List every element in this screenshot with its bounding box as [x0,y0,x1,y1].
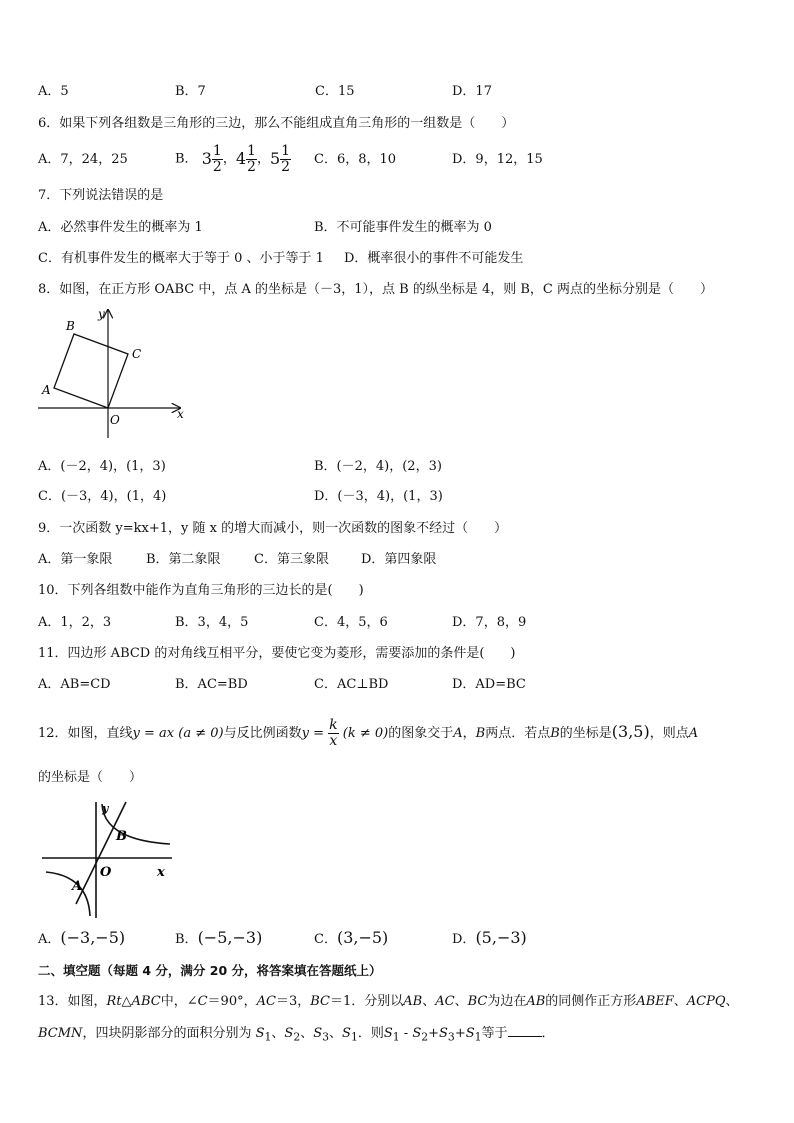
q11-option-d: D．AD=BC [452,677,526,692]
q12-option-b: B．(−5,−3) [175,928,263,947]
q12-hyperbola-branch-1 [102,804,170,844]
q6-b-whole-2: 4 [235,149,247,168]
q12-point-b-2: B [550,726,560,741]
q12-label-b: B [116,829,127,844]
q13-stem-line1: 13．如图，Rt△ABC中，∠C＝90°，AC＝3，BC＝1．分别以AB、AC、BC为边在AB的同侧作正方形ABEF、ACPQ、 [38,994,739,1009]
q12-eq-hyperbola-frac: $\frac{k}{x}$ [329,717,338,749]
q8-label-c: C [132,347,142,361]
q12-label-a: A [72,879,83,894]
q10-stem: 10．下列各组数中能作为直角三角形的三边长的是( ) [38,583,364,598]
q12-figure [38,796,178,920]
q11-option-c: C．AC⊥BD [314,677,389,692]
q8-stem: 8．如图，在正方形 OABC 中，点 A 的坐标是（－3，1），点 B 的纵坐标是 4，则 B，C 两点的坐标分别是（ ） [38,282,714,297]
q10-option-d: D．7，8，9 [452,615,527,630]
q12-cond-1: (a ≠ 0) [178,726,224,741]
q5-option-c: C．15 [315,84,355,99]
q6-b-fraction-2: $\frac{1}{2}$ [247,142,256,175]
q8-option-d: D．(－3，4)，(1，3) [314,489,443,504]
q6-b-whole-1: 3 [201,149,212,168]
q6-b-sep-2: ， [256,151,270,167]
q10-option-b: B．3，4，5 [175,615,249,630]
q12-text-6: 的坐标是 [559,726,612,741]
q8-option-c: C．(－3，4)，(1，4) [38,489,167,504]
q12-label-y: y [102,802,109,815]
q8-label-y: y [98,307,105,321]
q12-text-1: 12．如图，直线 [38,726,133,741]
q9-option-c: C．第三象限 [254,552,329,567]
q11-stem: 11．四边形 ABCD 的对角线互相平分，要使它变为菱形，需要添加的条件是( ) [38,646,516,661]
q12-option-d: D．(5,−3) [452,928,527,947]
q7-stem: 7．下列说法错误的是 [38,188,164,203]
q12-stem [38,715,698,749]
q8-label-b: B [66,319,75,333]
q12-coord-b: (3,5) [611,722,650,741]
q13-stem-line2: BCMN，四块阴影部分的面积分别为 $S_1$、$S_2$、$S_3$、$S_1$．则$S_1$ ‐ $S_2+S_3+S_1$等于 ． [38,1026,555,1044]
q8-label-x: x [177,407,184,421]
q8-label-a: A [42,383,51,397]
q6-b-whole-3: 5 [269,149,281,168]
q7-option-c: C．有机事件发生的概率大于等于 0 、小于等于 1 [38,251,324,266]
q8-label-o: O [110,413,120,427]
q6-b-sep-1: ， [222,151,236,167]
q6-option-d: D．9，12，15 [452,152,543,167]
q7-option-d: D．概率很小的事件不可能发生 [344,251,524,266]
q6-option-a: A．7，24，25 [38,152,128,167]
q9-stem: 9．一次函数 y=kx+1，y 随 x 的增大而减小，则一次函数的图象不经过（ ） [38,521,508,536]
q12-point-a-2: A [688,726,699,741]
q12-text-7: ，则点 [649,726,689,741]
q12-point-a: A [453,726,463,741]
q11-option-b: B．AC=BD [175,677,248,692]
q12-option-a: A．(−3,−5) [38,928,126,947]
q6-stem: 6．如果下列各组数是三角形的三边，那么不能组成直角三角形的一组数是（ ） [38,116,515,131]
q12-point-b: B [475,726,486,741]
q13-answer-blank[interactable] [508,1024,542,1037]
q7-option-a: A．必然事件发生的概率为 1 [38,220,203,235]
q12-hyperbola-branch-2 [46,872,90,916]
q12-stem-line2: 的坐标是（ ） [38,770,143,785]
q12-text-2: 与反比例函数 [223,726,302,741]
q12-eq-line: y = ax [132,726,175,741]
q5-option-b: B．7 [175,84,206,99]
section2-title: 二、填空题（每题 4 分，满分 20 分，将答案填在答题纸上） [38,963,382,978]
q11-option-a: A．AB=CD [38,677,111,692]
q12-option-c: C．(3,−5) [314,928,389,947]
q12-text-3: 的图象交于 [388,726,454,741]
q6-b-fraction-3: $\frac{1}{2}$ [281,142,291,175]
q12-label-x: x [157,865,165,880]
q12-label-o: O [100,865,112,880]
q12-text-4: ， [462,726,476,741]
q9-option-a: A．第一象限 [38,552,113,567]
q12-cond-2: (k ≠ 0) [342,726,389,741]
q12-line-y-ax [76,802,126,904]
q6-option-c: C．6，8，10 [314,152,397,167]
q7-option-b: B．不可能事件发生的概率为 0 [314,220,492,235]
q5-option-d: D．17 [452,84,492,99]
q12-text-5: 两点．若点 [485,726,551,741]
q10-option-c: C．4，5，6 [314,615,388,630]
q12-eq-hyperbola-lhs: y = [301,726,324,741]
q6-option-b [175,140,291,179]
q8-option-b: B．(－2，4)，(2，3) [314,459,442,474]
q5-option-a: A．5 [38,84,69,99]
q8-option-a: A．(－2，4)，(1，3) [38,459,166,474]
q9-option-b: B．第二象限 [146,552,221,567]
q6-b-fraction-1: $\frac{1}{2}$ [212,142,222,175]
q8-figure [38,304,190,442]
q8-square-oabc [54,334,128,408]
q10-option-a: A．1，2，3 [38,615,112,630]
q9-option-d: D．第四象限 [361,552,437,567]
q6-b-prefix: B． [175,151,198,167]
